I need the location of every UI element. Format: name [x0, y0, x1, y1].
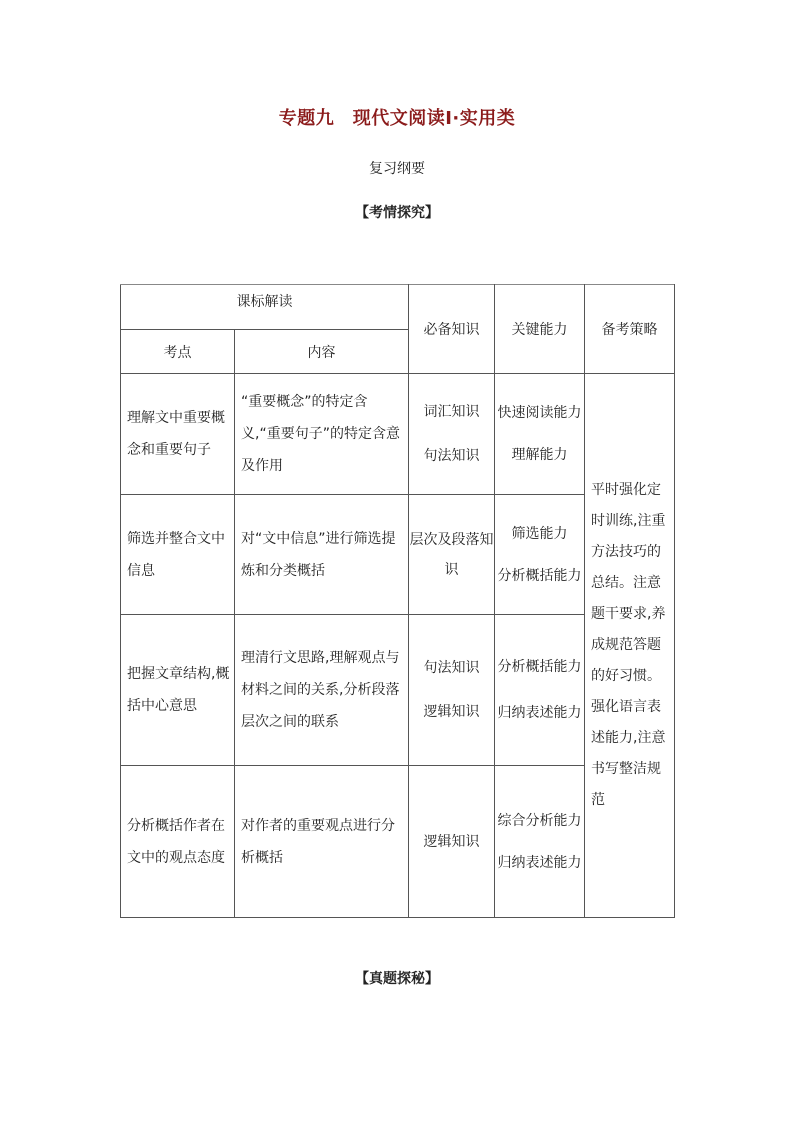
ability-item: 归纳表述能力 [497, 854, 582, 871]
table-row [121, 374, 675, 495]
ability-item: 分析概括能力 [497, 567, 582, 584]
knowledge-cell [409, 766, 495, 918]
content-cell: 对“文中信息”进行筛选提炼和分类概括 [235, 495, 409, 615]
header-ability: 关键能力 [495, 285, 585, 374]
content-cell: 对作者的重要观点进行分析概括 [235, 766, 409, 918]
ability-item: 综合分析能力 [497, 812, 582, 829]
header-knowledge: 必备知识 [409, 285, 495, 374]
ability-cell [495, 374, 585, 495]
header-strategy: 备考策略 [585, 285, 675, 374]
header-point: 考点 [121, 330, 235, 374]
ability-item: 分析概括能力 [497, 659, 582, 675]
strategy-cell: 平时强化定时训练,注重方法技巧的总结。注意题干要求,养成规范答题的好习惯。强化语言表述能力,注意书写整洁规范 [585, 374, 675, 918]
knowledge-item: 层次及段落知识 [409, 531, 494, 578]
knowledge-item: 句法知识 [423, 660, 480, 676]
ability-cell [495, 615, 585, 766]
ability-item: 理解能力 [511, 447, 568, 463]
knowledge-item: 逻辑知识 [423, 704, 480, 720]
header-curriculum: 课标解读 [121, 285, 409, 330]
subtitle: 复习纲要 [369, 161, 425, 177]
ability-cell [495, 766, 585, 918]
section-heading-real-questions: 【真题探秘】 [355, 971, 439, 987]
ability-cell [495, 495, 585, 615]
page-title: 专题九 现代文阅读Ⅰ·实用类 [278, 108, 516, 129]
knowledge-cell [409, 495, 495, 615]
knowledge-item: 句法知识 [423, 448, 480, 464]
header-content: 内容 [235, 330, 409, 374]
knowledge-item: 逻辑知识 [423, 833, 480, 850]
review-outline-table [120, 284, 675, 918]
point-cell: 把握文章结构,概括中心意思 [121, 615, 235, 766]
ability-item: 归纳表述能力 [497, 705, 582, 721]
ability-item: 筛选能力 [511, 525, 568, 542]
knowledge-cell [409, 615, 495, 766]
point-cell: 分析概括作者在文中的观点态度 [121, 766, 235, 918]
section-heading-exam-analysis: 【考情探究】 [355, 205, 439, 221]
knowledge-cell [409, 374, 495, 495]
ability-item: 快速阅读能力 [497, 405, 582, 421]
content-cell: “重要概念”的特定含义,“重要句子”的特定含意及作用 [235, 374, 409, 495]
point-cell: 理解文中重要概念和重要句子 [121, 374, 235, 495]
knowledge-item: 词汇知识 [423, 404, 480, 420]
content-cell: 理清行文思路,理解观点与材料之间的关系,分析段落层次之间的联系 [235, 615, 409, 766]
point-cell: 筛选并整合文中信息 [121, 495, 235, 615]
